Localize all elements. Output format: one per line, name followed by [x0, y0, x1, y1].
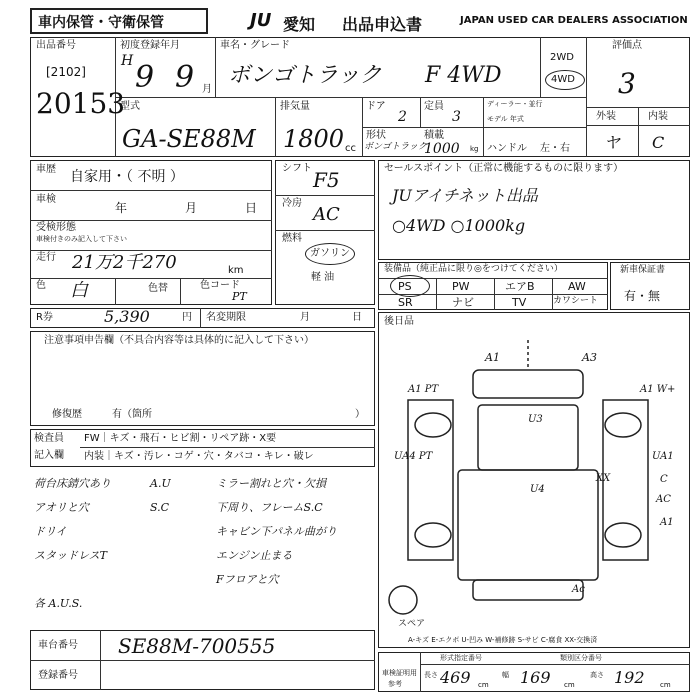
color-code-value: PT: [232, 290, 247, 303]
handle-label: ハンドル: [487, 143, 527, 154]
class-hdr: 類別区分番号: [560, 654, 602, 662]
inspection-label: 車検: [36, 194, 56, 205]
grade-pts-value: 3: [618, 67, 636, 100]
first-reg-year: 9: [135, 60, 155, 95]
yen-unit: 円: [182, 312, 192, 323]
car-damage-diagram: [378, 330, 690, 630]
color-code-label: 色コード: [200, 280, 240, 291]
name-change-label: 名変期限: [206, 312, 246, 323]
height-unit: cm: [660, 681, 671, 689]
first-reg-month: 9: [175, 60, 195, 95]
fuel-diesel: 軽 油: [311, 272, 335, 283]
mark-u3: U3: [528, 414, 543, 425]
recv-label: 受検形態: [36, 222, 76, 233]
mark-a1-pt: A1 PT: [408, 384, 439, 395]
name-change-day: 日: [352, 312, 362, 323]
eq-ps: PS: [398, 280, 412, 293]
aircon-value: AC: [313, 204, 340, 225]
shift-label: シフト: [282, 163, 312, 174]
model-label: 車名・グレード: [220, 40, 290, 51]
repair-close: ）: [355, 409, 365, 420]
mark-ac: AC: [656, 494, 671, 505]
history-label: 車歴: [36, 164, 56, 175]
exterior-label: 外装: [596, 111, 616, 122]
note-line: 荷台床錆穴あり: [34, 477, 111, 490]
length-unit: cm: [478, 681, 489, 689]
equipment-label: 装備品（純正品に限り◎をつけてください）: [384, 264, 563, 274]
color-change-label: 色替: [148, 283, 168, 294]
cc-unit: cc: [345, 143, 356, 154]
entry-label: 記入欄: [34, 450, 64, 461]
name-change-month: 月: [300, 312, 310, 323]
fuel-value: ガソリン: [310, 248, 350, 259]
inspector-label: 検査員: [34, 433, 64, 444]
capacity-value: 3: [452, 109, 461, 125]
length-label: 長さ: [424, 671, 438, 679]
capacity-label: 定員: [424, 101, 444, 112]
aircon-label: 冷房: [282, 198, 302, 209]
ext-grade: ヤ: [604, 133, 621, 152]
damage-legend: A-キズ E-エクボ U-凹み W-補修跡 S-サビ C-腐食 XX-交換済: [408, 636, 598, 644]
eq-seat: カワシート: [553, 296, 599, 306]
mileage-label: 走行: [36, 252, 56, 263]
note-line: 各 A.U.S.: [34, 597, 83, 610]
note-line: A.U: [150, 477, 171, 490]
eq-airbag: エアB: [505, 280, 535, 293]
doors-label: ドア: [366, 101, 386, 112]
mileage-value: 21万2千270: [72, 252, 177, 273]
chassis-label: 車台番号: [38, 640, 78, 651]
assoc-name: JAPAN USED CAR DEALERS ASSOCIATION: [460, 15, 688, 26]
dims-hdr: 形式指定番号: [440, 654, 482, 662]
mark-u4: U4: [530, 484, 545, 495]
shape-label: 形状: [366, 130, 386, 141]
color-value: 白: [70, 280, 88, 301]
shift-value: F5: [313, 168, 340, 192]
displacement-value: 1800: [283, 125, 345, 153]
lot-no-prefix: [2102]: [46, 65, 86, 79]
note-line: エンジン止まる: [216, 549, 293, 562]
notes-label: 注意事項申告欄（不具合内容等は具体的に記入して下さい）: [44, 335, 314, 346]
fw-row: FW｜キズ・飛石・ヒビ割・リペア跡・X要: [84, 433, 277, 444]
repair-label: 修復歴: [52, 409, 82, 420]
note-line: アオリと穴: [34, 501, 89, 514]
repair-value: 有（箇所: [112, 409, 152, 420]
grade-pts-label: 評価点: [612, 40, 642, 51]
mark-ac-rear: Ac: [572, 584, 585, 595]
mark-ua4-pt: UA4 PT: [394, 451, 433, 462]
load-label: 積載: [424, 130, 444, 141]
height-label: 高さ: [590, 671, 604, 679]
note-line: Fフロアと穴: [216, 573, 279, 586]
recv-note: 車検付きのみ記入して下さい: [36, 235, 127, 243]
int-grade: C: [652, 133, 665, 152]
recycle-label: R券: [36, 312, 53, 323]
km-unit: km: [228, 265, 244, 276]
height-value: 192: [614, 668, 645, 687]
inspection-day: 日: [245, 201, 258, 215]
note-line: スタッドレスT: [34, 549, 108, 562]
width-value: 169: [520, 668, 551, 687]
spare-label: スペア: [398, 619, 426, 629]
kg-unit: kg: [470, 145, 479, 153]
mark-ua1: UA1: [652, 451, 674, 462]
eq-sr: SR: [398, 296, 413, 309]
selling-label: セールスポイント（正常に機能するものに限ります）: [384, 163, 624, 174]
recycle-value: 5,390: [104, 307, 150, 326]
int-row: 内装｜キズ・汚レ・コゲ・穴・タバコ・キレ・破レ: [84, 451, 314, 462]
ju-logo: JU: [250, 10, 272, 31]
chassis-value: SE88M-700555: [118, 634, 276, 658]
lot-no-label: 出品番号: [36, 40, 76, 51]
model-value: ボンゴトラック: [228, 63, 382, 88]
note-line: キャビン下パネル曲がり: [216, 525, 337, 538]
eq-tv: TV: [512, 296, 527, 309]
length-value: 469: [440, 668, 471, 687]
first-reg-era: H: [121, 53, 134, 69]
cert-label: 車検証明用: [382, 669, 417, 677]
first-reg-label: 初度登録年月: [120, 40, 180, 51]
width-unit: cm: [564, 681, 575, 689]
doors-value: 2: [398, 109, 407, 125]
form-title: 出品申込書: [342, 15, 423, 34]
model-year-label: モデル 年式: [487, 115, 524, 123]
note-line: ドリイ: [34, 525, 67, 538]
first-reg-month-suffix: 月: [202, 84, 212, 95]
inspection-year: 年: [115, 201, 128, 215]
type-value: GA-SE88M: [122, 125, 256, 153]
selling-point-2: ○4WD ○1000kg: [392, 216, 526, 235]
shape-value: ボンゴトラック: [364, 142, 427, 152]
warranty-opts: 有・無: [624, 289, 661, 303]
note-line: S.C: [150, 501, 170, 514]
eq-pw: PW: [452, 280, 470, 293]
notes-area: [30, 478, 375, 628]
inspection-month: 月: [185, 201, 198, 215]
load-value: 1000: [424, 141, 460, 157]
org-name: 愛知: [283, 15, 316, 34]
reg-no-label: 登録番号: [38, 670, 78, 681]
displacement-label: 排気量: [280, 101, 310, 112]
interior-label: 内装: [648, 111, 668, 122]
recycle-block: [30, 308, 375, 328]
mark-a3: A3: [582, 351, 597, 364]
selling-point-1: JUアイチネット出品: [392, 186, 538, 205]
mark-a1-side: A1: [660, 517, 674, 528]
mark-c: C: [660, 474, 668, 485]
dealer-label: ディーラー・並行: [487, 100, 543, 108]
lot-no-value: 20153: [36, 87, 126, 120]
ref-label: 参考: [388, 680, 402, 688]
grade-value: F 4WD: [425, 63, 502, 88]
backup-label: 後日品: [384, 316, 414, 327]
color-label: 色: [36, 280, 46, 291]
drive-mark: 4WD: [551, 74, 575, 85]
note-line: ミラー割れと穴・欠損: [216, 477, 326, 490]
history-value: 自家用・（ 不明 ）: [70, 169, 184, 185]
width-label: 幅: [502, 671, 509, 679]
selling-block: [378, 160, 690, 260]
drive-label: 2WD: [550, 52, 574, 63]
warranty-label: 新車保証書: [620, 265, 666, 275]
eq-aw: AW: [568, 280, 586, 293]
fuel-label: 燃料: [282, 233, 302, 244]
storage-badge-text: 車内保管・守衛保管: [38, 15, 164, 31]
handle-opts: 左・右: [540, 143, 570, 154]
eq-ps-circle: [390, 275, 430, 297]
mark-xx: XX: [596, 473, 611, 484]
type-label: 型式: [120, 101, 140, 112]
mark-a1-top: A1: [485, 351, 500, 364]
mark-a1-w: A1 W+: [640, 384, 676, 395]
note-line: 下周り、フレームS.C: [216, 501, 323, 514]
eq-navi: ナビ: [452, 296, 474, 309]
